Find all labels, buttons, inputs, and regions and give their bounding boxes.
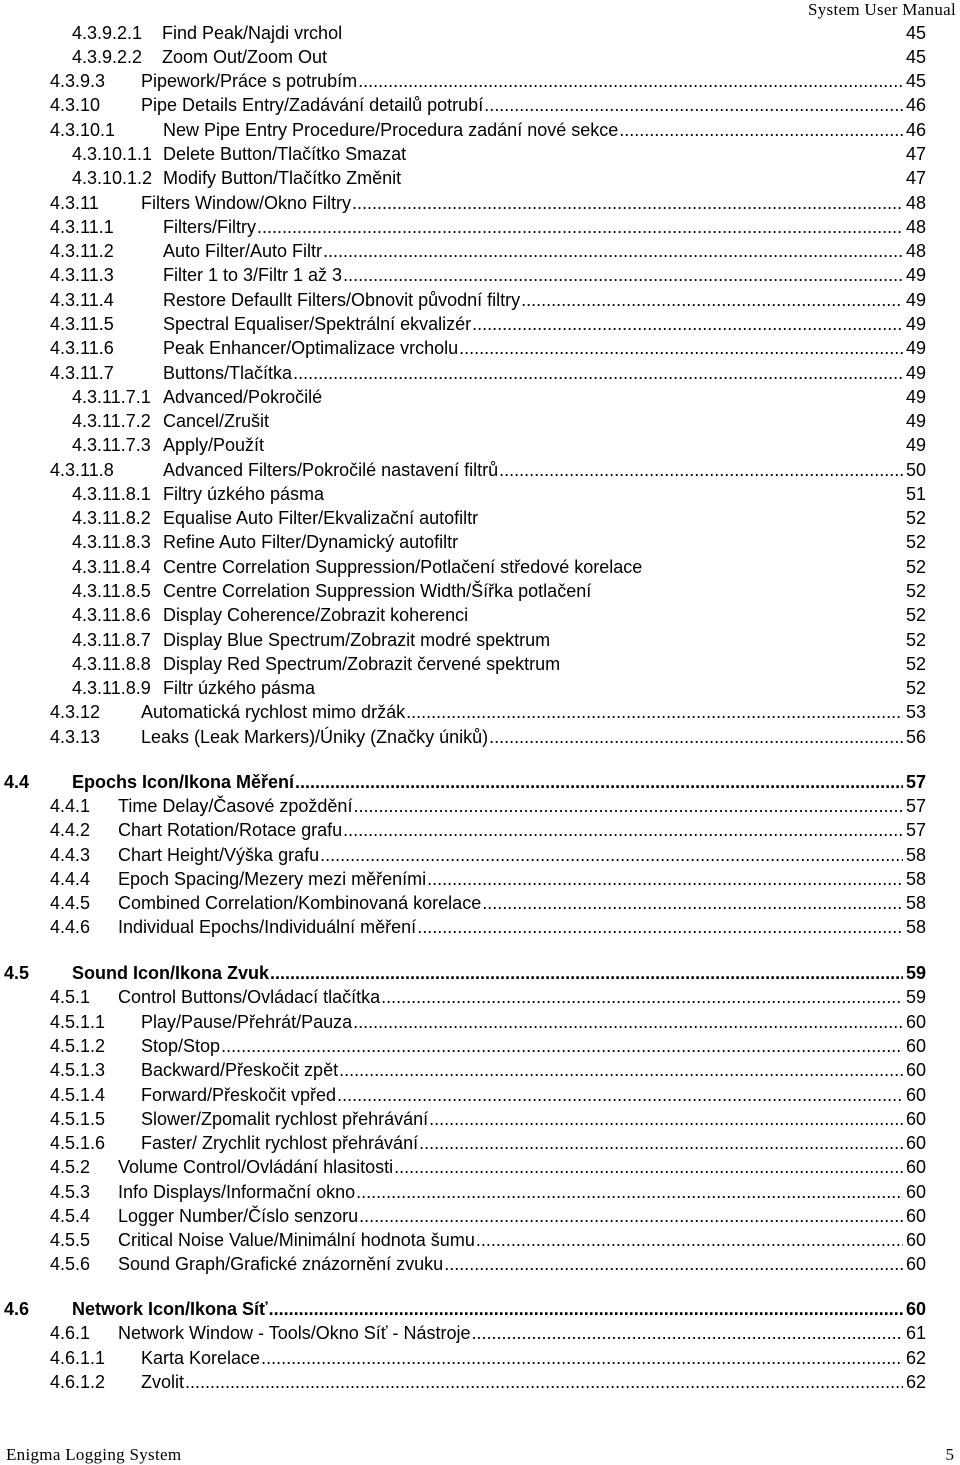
toc-entry-number: 4.4.6 bbox=[50, 917, 91, 937]
dot-leader bbox=[482, 891, 903, 915]
toc-entry[interactable] bbox=[0, 1297, 960, 1321]
toc-entry-page: 58 bbox=[905, 917, 926, 937]
dot-leader bbox=[337, 1083, 903, 1107]
dot-leader bbox=[269, 1297, 903, 1321]
footer-title: Enigma Logging System bbox=[6, 1445, 182, 1464]
toc-entry-title: Network Icon/Ikona Síť bbox=[72, 1299, 268, 1319]
toc-entry-title: Display Red Spectrum/Zobrazit červené spektrum bbox=[163, 654, 561, 674]
toc-entry-title: Info Displays/Informační okno bbox=[118, 1182, 356, 1202]
toc-entry-title: Forward/Přeskočit vpřed bbox=[141, 1085, 337, 1105]
toc-entry-number: 4.3.9.2.1 bbox=[72, 23, 143, 43]
toc-entry[interactable] bbox=[0, 1155, 960, 1179]
toc-entry-title: Advanced/Pokročilé bbox=[163, 387, 323, 407]
toc-entry[interactable] bbox=[0, 409, 960, 433]
toc-entry-number: 4.3.10.1 bbox=[50, 120, 116, 140]
toc-entry-page: 45 bbox=[905, 47, 926, 67]
toc-entry-number: 4.6.1 bbox=[50, 1323, 91, 1343]
toc-entry-page: 48 bbox=[905, 193, 926, 213]
toc-entry[interactable] bbox=[0, 1180, 960, 1204]
toc-entry[interactable] bbox=[0, 21, 960, 45]
running-header: System User Manual bbox=[808, 0, 956, 19]
toc-entry-number: 4.4.2 bbox=[50, 820, 91, 840]
toc-entry-title: Spectral Equaliser/Spektrální ekvalizér bbox=[163, 314, 472, 334]
toc-entry[interactable] bbox=[0, 1321, 960, 1345]
toc-entry-number: 4.4.4 bbox=[50, 869, 91, 889]
toc-entry-page: 46 bbox=[905, 95, 926, 115]
toc-entry[interactable] bbox=[0, 1058, 960, 1082]
toc-entry-title: Play/Pause/Přehrát/Pauza bbox=[141, 1012, 353, 1032]
dot-leader bbox=[352, 191, 903, 215]
toc-entry-number: 4.5.1.4 bbox=[50, 1085, 106, 1105]
dot-leader bbox=[359, 1204, 903, 1228]
toc-entry[interactable] bbox=[0, 1204, 960, 1228]
dot-leader bbox=[472, 1321, 903, 1345]
toc-entry-number: 4.3.11.1 bbox=[50, 217, 114, 237]
dot-leader bbox=[619, 118, 903, 142]
toc-entry-title: Filters/Filtry bbox=[163, 217, 256, 237]
toc-entry[interactable] bbox=[0, 1252, 960, 1276]
toc-entry-number: 4.3.12 bbox=[50, 702, 101, 722]
toc-entry-title: Chart Height/Výška grafu bbox=[118, 845, 320, 865]
toc-entry[interactable] bbox=[0, 215, 960, 239]
toc-entry[interactable] bbox=[0, 361, 960, 385]
toc-entry-number: 4.4 bbox=[4, 772, 30, 792]
toc-entry[interactable] bbox=[0, 1131, 960, 1155]
toc-entry-title: Zoom Out/Zoom Out bbox=[162, 47, 328, 67]
toc-entry-title: Sound Graph/Grafické znázornění zvuku bbox=[118, 1254, 444, 1274]
toc-entry-number: 4.3.11.5 bbox=[50, 314, 114, 334]
toc-entry-page: 60 bbox=[905, 1060, 926, 1080]
toc-entry-title: Display Coherence/Zobrazit koherenci bbox=[163, 605, 469, 625]
toc-entry-title: Pipe Details Entry/Zadávání detailů potrubí bbox=[141, 95, 484, 115]
toc-entry[interactable] bbox=[0, 1034, 960, 1058]
toc-entry-number: 4.6.1.1 bbox=[50, 1348, 106, 1368]
toc-entry[interactable] bbox=[0, 770, 960, 794]
dot-leader bbox=[353, 794, 903, 818]
toc-entry-page: 60 bbox=[905, 1206, 926, 1226]
toc-entry-page: 60 bbox=[905, 1182, 926, 1202]
toc-entry-number: 4.3.11 bbox=[50, 193, 99, 213]
toc-entry-title: Centre Correlation Suppression Width/Šířka potlačení bbox=[163, 581, 592, 601]
toc-entry-page: 52 bbox=[905, 678, 926, 698]
toc-entry[interactable] bbox=[0, 530, 960, 554]
toc-entry-page: 46 bbox=[905, 120, 926, 140]
toc-entry-title: Delete Button/Tlačítko Smazat bbox=[163, 144, 407, 164]
toc-entry[interactable] bbox=[0, 1370, 960, 1394]
toc-entry[interactable] bbox=[0, 652, 960, 676]
toc-entry-page: 49 bbox=[905, 387, 926, 407]
toc-entry-title: Faster/ Zrychlit rychlost přehrávání bbox=[141, 1133, 419, 1153]
toc-entry[interactable] bbox=[0, 794, 960, 818]
toc-entry-page: 45 bbox=[905, 71, 926, 91]
dot-leader bbox=[429, 1107, 903, 1131]
toc-entry-title: Buttons/Tlačítka bbox=[163, 363, 293, 383]
toc-entry-title: Equalise Auto Filter/Ekvalizační autofiltr bbox=[163, 508, 479, 528]
toc-entry-page: 60 bbox=[905, 1299, 926, 1319]
toc-entry[interactable] bbox=[0, 1228, 960, 1252]
dot-leader bbox=[459, 336, 903, 360]
toc-entry[interactable] bbox=[0, 725, 960, 749]
dot-leader bbox=[476, 1228, 903, 1252]
toc-entry-page: 62 bbox=[905, 1372, 926, 1392]
toc-entry-page: 59 bbox=[905, 987, 926, 1007]
toc-entry-page: 49 bbox=[905, 338, 926, 358]
toc-entry-page: 49 bbox=[905, 290, 926, 310]
toc-entry-page: 61 bbox=[905, 1323, 926, 1343]
toc-entry-title: Filtry úzkého pásma bbox=[163, 484, 325, 504]
toc-entry-number: 4.5.3 bbox=[50, 1182, 91, 1202]
toc-entry[interactable] bbox=[0, 69, 960, 93]
dot-leader bbox=[323, 239, 903, 263]
toc-entry-number: 4.3.11.8 bbox=[50, 460, 114, 480]
dot-leader bbox=[472, 312, 903, 336]
toc-entry-title: Logger Number/Číslo senzoru bbox=[118, 1206, 359, 1226]
dot-leader bbox=[521, 288, 903, 312]
toc-entry-number: 4.3.11.7.2 bbox=[72, 411, 151, 431]
toc-entry-title: Peak Enhancer/Optimalizace vrcholu bbox=[163, 338, 459, 358]
toc-entry-page: 57 bbox=[905, 820, 926, 840]
toc-entry[interactable] bbox=[0, 312, 960, 336]
toc-entry-number: 4.3.11.3 bbox=[50, 265, 114, 285]
toc-entry[interactable] bbox=[0, 336, 960, 360]
toc-entry-number: 4.3.11.8.6 bbox=[72, 605, 151, 625]
dot-leader bbox=[419, 1131, 903, 1155]
toc-entry-page: 52 bbox=[905, 654, 926, 674]
toc-entry[interactable] bbox=[0, 506, 960, 530]
toc-entry[interactable] bbox=[0, 700, 960, 724]
toc-entry-number: 4.4.3 bbox=[50, 845, 91, 865]
toc-entry-title: Apply/Použít bbox=[163, 435, 265, 455]
toc-entry-number: 4.3.11.8.1 bbox=[72, 484, 151, 504]
toc-entry-page: 47 bbox=[905, 168, 926, 188]
toc-entry[interactable] bbox=[0, 45, 960, 69]
toc-entry-title: Stop/Stop bbox=[141, 1036, 221, 1056]
toc-entry[interactable] bbox=[0, 458, 960, 482]
toc-entry-page: 45 bbox=[905, 23, 926, 43]
dot-leader bbox=[484, 93, 903, 117]
toc-entry[interactable] bbox=[0, 93, 960, 117]
toc-entry-page: 57 bbox=[905, 796, 926, 816]
toc-entry-title: Filters Window/Okno Filtry bbox=[141, 193, 352, 213]
toc-entry[interactable] bbox=[0, 385, 960, 409]
toc-entry-number: 4.5.1.2 bbox=[50, 1036, 106, 1056]
toc-entry-page: 59 bbox=[905, 963, 926, 983]
dot-leader bbox=[185, 1370, 903, 1394]
toc-entry-page: 51 bbox=[905, 484, 926, 504]
toc-entry-title: Epochs Icon/Ikona Měření bbox=[72, 772, 295, 792]
toc-entry[interactable] bbox=[0, 555, 960, 579]
toc-entry[interactable] bbox=[0, 1083, 960, 1107]
toc-entry-page: 60 bbox=[905, 1036, 926, 1056]
toc-entry-title: Zvolit bbox=[141, 1372, 185, 1392]
toc-entry-title: Epoch Spacing/Mezery mezi měřeními bbox=[118, 869, 427, 889]
toc-entry-page: 49 bbox=[905, 265, 926, 285]
dot-leader bbox=[499, 458, 903, 482]
toc-entry-title: Time Delay/Časové zpoždění bbox=[118, 796, 353, 816]
footer-page-number: 5 bbox=[945, 1445, 954, 1464]
toc-entry[interactable] bbox=[0, 166, 960, 190]
toc-entry-title: Volume Control/Ovládání hlasitosti bbox=[118, 1157, 394, 1177]
toc-entry[interactable] bbox=[0, 628, 960, 652]
toc-entry[interactable] bbox=[0, 603, 960, 627]
toc-entry-title: Individual Epochs/Individuální měření bbox=[118, 917, 417, 937]
toc-entry-page: 52 bbox=[905, 605, 926, 625]
toc-entry-number: 4.5.1.6 bbox=[50, 1133, 106, 1153]
toc-entry[interactable] bbox=[0, 433, 960, 457]
toc-entry-title: Slower/Zpomalit rychlost přehrávání bbox=[141, 1109, 429, 1129]
toc-entry-page: 57 bbox=[905, 772, 926, 792]
toc-entry-title: Filter 1 to 3/Filtr 1 až 3 bbox=[163, 265, 343, 285]
toc-entry-number: 4.3.11.7.1 bbox=[72, 387, 151, 407]
toc-entry-number: 4.4.5 bbox=[50, 893, 91, 913]
toc-entry-page: 49 bbox=[905, 314, 926, 334]
toc-entry-page: 56 bbox=[905, 727, 926, 747]
toc-entry-title: Control Buttons/Ovládací tlačítka bbox=[118, 987, 381, 1007]
toc-entry-number: 4.5.6 bbox=[50, 1254, 91, 1274]
toc-entry[interactable] bbox=[0, 288, 960, 312]
toc-entry-page: 53 bbox=[905, 702, 926, 722]
toc-entry-page: 60 bbox=[905, 1254, 926, 1274]
toc-entry-number: 4.3.9.2.2 bbox=[72, 47, 143, 67]
toc-entry-page: 58 bbox=[905, 893, 926, 913]
toc-entry-number: 4.3.11.7.3 bbox=[72, 435, 151, 455]
toc-entry-page: 58 bbox=[905, 869, 926, 889]
toc-entry-page: 52 bbox=[905, 532, 926, 552]
toc-entry-page: 60 bbox=[905, 1157, 926, 1177]
toc-entry-title: Automatická rychlost mimo držák bbox=[141, 702, 406, 722]
toc-entry-title: Karta Korelace bbox=[141, 1348, 261, 1368]
toc-entry[interactable] bbox=[0, 985, 960, 1009]
toc-entry-title: Restore Defaullt Filters/Obnovit původní filtry bbox=[163, 290, 521, 310]
toc-entry-page: 49 bbox=[905, 363, 926, 383]
toc-entry-page: 48 bbox=[905, 217, 926, 237]
toc-entry[interactable] bbox=[0, 191, 960, 215]
toc-entry-title: Critical Noise Value/Minimální hodnota šumu bbox=[118, 1230, 475, 1250]
toc-entry[interactable] bbox=[0, 891, 960, 915]
dot-leader bbox=[356, 1180, 903, 1204]
toc-entry-number: 4.3.13 bbox=[50, 727, 101, 747]
dot-leader bbox=[406, 700, 903, 724]
toc-entry[interactable] bbox=[0, 676, 960, 700]
toc-entry[interactable] bbox=[0, 1346, 960, 1370]
toc-entry-number: 4.3.11.8.9 bbox=[72, 678, 151, 698]
toc-entry[interactable] bbox=[0, 579, 960, 603]
dot-leader bbox=[358, 69, 903, 93]
toc-entry-page: 52 bbox=[905, 630, 926, 650]
dot-leader bbox=[261, 1346, 903, 1370]
toc-entry-page: 52 bbox=[905, 557, 926, 577]
toc-entry-number: 4.3.11.6 bbox=[50, 338, 114, 358]
dot-leader bbox=[343, 263, 903, 287]
toc-entry-title: Display Blue Spectrum/Zobrazit modré spektrum bbox=[163, 630, 551, 650]
toc-entry[interactable] bbox=[0, 843, 960, 867]
toc-entry[interactable] bbox=[0, 239, 960, 263]
toc-entry-title: Centre Correlation Suppression/Potlačení středové korelace bbox=[163, 557, 643, 577]
dot-leader bbox=[270, 961, 903, 985]
toc-entry[interactable] bbox=[0, 818, 960, 842]
toc-entry-number: 4.3.11.8.7 bbox=[72, 630, 151, 650]
toc-entry-number: 4.5.1.5 bbox=[50, 1109, 106, 1129]
toc-entry-page: 49 bbox=[905, 435, 926, 455]
toc-entry[interactable] bbox=[0, 961, 960, 985]
toc-entry-page: 48 bbox=[905, 241, 926, 261]
toc-entry[interactable] bbox=[0, 1107, 960, 1131]
toc-entry-title: New Pipe Entry Procedure/Procedura zadání nové sekce bbox=[163, 120, 619, 140]
toc-entry-title: Leaks (Leak Markers)/Úniky (Značky úniků) bbox=[141, 727, 489, 747]
toc-entry-number: 4.3.11.8.2 bbox=[72, 508, 151, 528]
toc-entry-page: 58 bbox=[905, 845, 926, 865]
toc-entry-title: Pipework/Práce s potrubím bbox=[141, 71, 358, 91]
toc-entry-number: 4.3.11.8.4 bbox=[72, 557, 151, 577]
dot-leader bbox=[339, 1058, 903, 1082]
toc-entry-title: Network Window - Tools/Okno Síť - Nástroje bbox=[118, 1323, 471, 1343]
toc-entry[interactable] bbox=[0, 263, 960, 287]
toc-entry-number: 4.6 bbox=[4, 1299, 30, 1319]
toc-entry-page: 50 bbox=[905, 460, 926, 480]
dot-leader bbox=[489, 725, 903, 749]
toc-entry-title: Combined Correlation/Kombinovaná korelace bbox=[118, 893, 482, 913]
toc-entry-number: 4.6.1.2 bbox=[50, 1372, 106, 1392]
toc-entry-page: 62 bbox=[905, 1348, 926, 1368]
toc-entry-title: Find Peak/Najdi vrchol bbox=[162, 23, 343, 43]
toc-entry-number: 4.3.11.8.5 bbox=[72, 581, 151, 601]
toc-entry-title: Auto Filter/Auto Filtr bbox=[163, 241, 323, 261]
toc-entry-number: 4.3.11.4 bbox=[50, 290, 114, 310]
toc-entry-number: 4.5.1.3 bbox=[50, 1060, 106, 1080]
toc-entry[interactable] bbox=[0, 118, 960, 142]
toc-entry-number: 4.3.10.1.2 bbox=[72, 168, 153, 188]
toc-entry-page: 60 bbox=[905, 1085, 926, 1105]
dot-leader bbox=[381, 985, 903, 1009]
toc-entry-number: 4.5.1 bbox=[50, 987, 91, 1007]
dot-leader bbox=[293, 361, 903, 385]
toc-entry[interactable] bbox=[0, 867, 960, 891]
toc-entry-number: 4.3.9.3 bbox=[50, 71, 106, 91]
toc-entry-title: Cancel/Zrušit bbox=[163, 411, 270, 431]
toc-entry-title: Sound Icon/Ikona Zvuk bbox=[72, 963, 270, 983]
toc-entry[interactable] bbox=[0, 142, 960, 166]
toc-entry-number: 4.5.4 bbox=[50, 1206, 91, 1226]
toc-entry-number: 4.3.10.1.1 bbox=[72, 144, 153, 164]
toc-entry-page: 60 bbox=[905, 1133, 926, 1153]
dot-leader bbox=[295, 770, 903, 794]
toc-entry-number: 4.5.1.1 bbox=[50, 1012, 106, 1032]
toc-entry[interactable] bbox=[0, 1010, 960, 1034]
dot-leader bbox=[320, 843, 903, 867]
toc-entry-page: 52 bbox=[905, 508, 926, 528]
toc-entry-page: 49 bbox=[905, 411, 926, 431]
toc-entry-page: 60 bbox=[905, 1230, 926, 1250]
toc-entry-number: 4.3.11.8.3 bbox=[72, 532, 151, 552]
dot-leader bbox=[394, 1155, 903, 1179]
dot-leader bbox=[427, 867, 903, 891]
toc-entry[interactable] bbox=[0, 915, 960, 939]
dot-leader bbox=[257, 215, 903, 239]
toc-entry-number: 4.5.5 bbox=[50, 1230, 91, 1250]
toc-entry-page: 60 bbox=[905, 1109, 926, 1129]
dot-leader bbox=[221, 1034, 903, 1058]
toc-entry-page: 60 bbox=[905, 1012, 926, 1032]
toc-entry-number: 4.3.11.2 bbox=[50, 241, 114, 261]
toc-entry-title: Modify Button/Tlačítko Změnit bbox=[163, 168, 402, 188]
toc-entry-title: Advanced Filters/Pokročilé nastavení filtrů bbox=[163, 460, 499, 480]
toc-entry-page: 52 bbox=[905, 581, 926, 601]
dot-leader bbox=[353, 1010, 903, 1034]
toc-entry-page: 47 bbox=[905, 144, 926, 164]
toc-entry-number: 4.4.1 bbox=[50, 796, 91, 816]
dot-leader bbox=[417, 915, 903, 939]
toc-entry[interactable] bbox=[0, 482, 960, 506]
toc-entry-number: 4.3.11.8.8 bbox=[72, 654, 151, 674]
toc-entry-title: Filtr úzkého pásma bbox=[163, 678, 316, 698]
toc-entry-title: Refine Auto Filter/Dynamický autofiltr bbox=[163, 532, 459, 552]
toc-entry-title: Backward/Přeskočit zpět bbox=[141, 1060, 339, 1080]
toc-entry-number: 4.3.11.7 bbox=[50, 363, 114, 383]
toc-entry-title: Chart Rotation/Rotace grafu bbox=[118, 820, 343, 840]
dot-leader bbox=[444, 1252, 903, 1276]
toc-entry-number: 4.5 bbox=[4, 963, 30, 983]
toc-entry-number: 4.3.10 bbox=[50, 95, 101, 115]
dot-leader bbox=[343, 818, 903, 842]
toc-entry-number: 4.5.2 bbox=[50, 1157, 91, 1177]
